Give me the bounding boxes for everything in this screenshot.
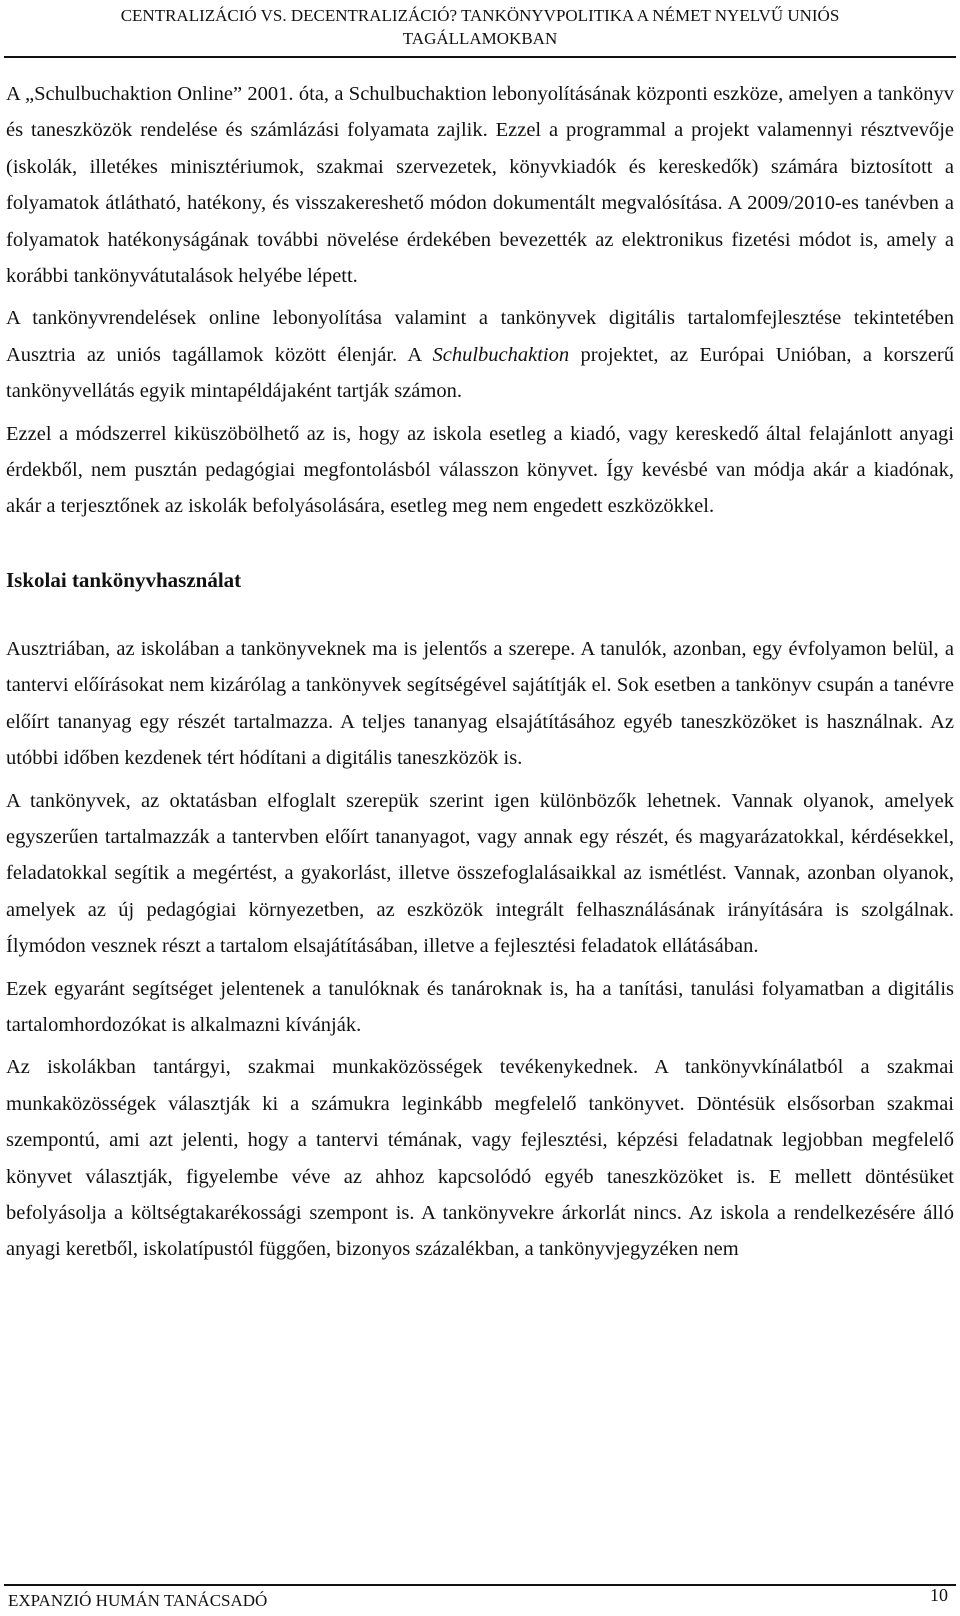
section-heading: Iskolai tankönyvhasználat — [6, 567, 242, 592]
schulbuchaktion-italic: Schulbuchaktion — [432, 343, 570, 366]
running-header-line-1: CENTRALIZÁCIÓ VS. DECENTRALIZÁCIÓ? TANKÖNYVPOLITIKA A NÉMET NYELVŰ UNIÓS — [120, 6, 840, 25]
paragraph-working-groups: Az iskolákban tantárgyi, szakmai munkaközösségek tevékenykednek. A tankönyvkínálatból a szakmai munkaközösségek választják ki a számukra leginkább megfelelő tankönyvet. Döntésük elsősorban szakmai szempontú, ami azt jelenti, hogy a tantervi témának, vagy fejlesztési, képzési feladatnak legjobban megfelelő könyvet választják, figyelembe véve az ahhoz kapcsolódó egyéb taneszközöket is. E mellett döntésüket befolyásolja a költségtakarékossági szempont is. A tankönyvekre árkorlát nincs. Az iskola a rendelkezésére álló anyagi keretből, iskolatípustól függően, bizonyos százalékban, a tankönyvjegyzéken nem — [6, 1056, 954, 1261]
running-header-line-2: TAGÁLLAMOKBAN — [402, 29, 558, 48]
page-number: 10 — [930, 1585, 948, 1605]
paragraph-austria-leader-start: A tankönyvrendelések online lebonyolítása valamint a tankönyvek digitális tartalomfejlesztése tekintetében Ausztria az uniós tagállamok között élenjár. A — [6, 307, 954, 366]
paragraph-textbook-role: Ausztriában, az iskolában a tankönyveknek ma is jelentős a szerepe. A tanulók, azonban, egy évfolyamon belül, a tantervi előírásokat nem kizárólag a tankönyvek segítségével sajátítják el. Sok esetben a tankönyv csupán a tanévre előírt tananyag egy részét tartalmazza. A teljes tananyag elsajátításához egyéb taneszközöket is használnak. Az utóbbi időben kezdenek tért hódítani a digitális taneszközök is. — [6, 637, 954, 770]
header-divider — [4, 56, 956, 58]
paragraph-textbook-types: A tankönyvek, az oktatásban elfoglalt szerepük szerint igen különbözők lehetnek. Vannak olyanok, amelyek egyszerűen tartalmazzák a tantervben előírt tananyagot, vagy annak egy részét, és magyarázatokkal, kérdésekkel, feladatokkal segítik a megértést, a gyakorlást, illetve összefoglalásaikkal az ismétlést. Vannak, azonban olyanok, amelyek az új pedagógiai környezetben, az eszközök integrált felhasználásának irányítására is szolgálnak. Ílymódon vesznek részt a tartalom elsajátításában, illetve a fejlesztési feladatok ellátásában. — [6, 789, 954, 958]
footer-publisher: EXPANZIÓ HUMÁN TANÁCSADÓ — [8, 1591, 268, 1610]
footer-divider — [4, 1584, 956, 1586]
running-header — [0, 0, 960, 58]
paragraph-austria-leader-end: projektet, az Európai Unióban, a korszerű tankönyvellátás egyik mintapéldájaként tartják számon. — [6, 343, 954, 403]
paragraph-schulbuchaktion-online: A „Schulbuchaktion Online” 2001. óta, a Schulbuchaktion lebonyolításának központi eszköze, amelyen a tankönyv és taneszközök rendelése és számlázási folyamata zajlik. Ezzel a programmal a projekt valamennyi résztvevője (iskolák, illetékes minisztériumok, szakmai szervezetek, könyvkiadók és kereskedők) számára biztosított a folyamatok átlátható, hatékony, és visszakereshető módon dokumentált megvalósítása. A 2009/2010-es tanévben a folyamatok hatékonyságának további növelése érdekében bevezették az elektronikus fizetési módot is, amely a korábbi tankönyvátutalások helyébe lépett. — [6, 83, 954, 288]
paragraph-support: Ezek egyaránt segítséget jelentenek a tanulóknak és tanároknak is, ha a tanítási, tanulási folyamatban a digitális tartalomhordozókat is alkalmazni kívánják. — [6, 977, 954, 1036]
paragraph-austria-leader — [6, 300, 954, 409]
page-body — [6, 76, 954, 1274]
paragraph-method-advantage: Ezzel a módszerrel kiküszöbölhető az is, hogy az iskola esetleg a kiadó, vagy kereskedő által felajánlott anyagi érdekből, nem pusztán pedagógiai megfontolásból válasszon könyvet. Így kevésbé van módja akár a kiadónak, akár a terjesztőnek az iskolák befolyásolására, esetleg meg nem engedett eszközökkel. — [6, 422, 954, 518]
